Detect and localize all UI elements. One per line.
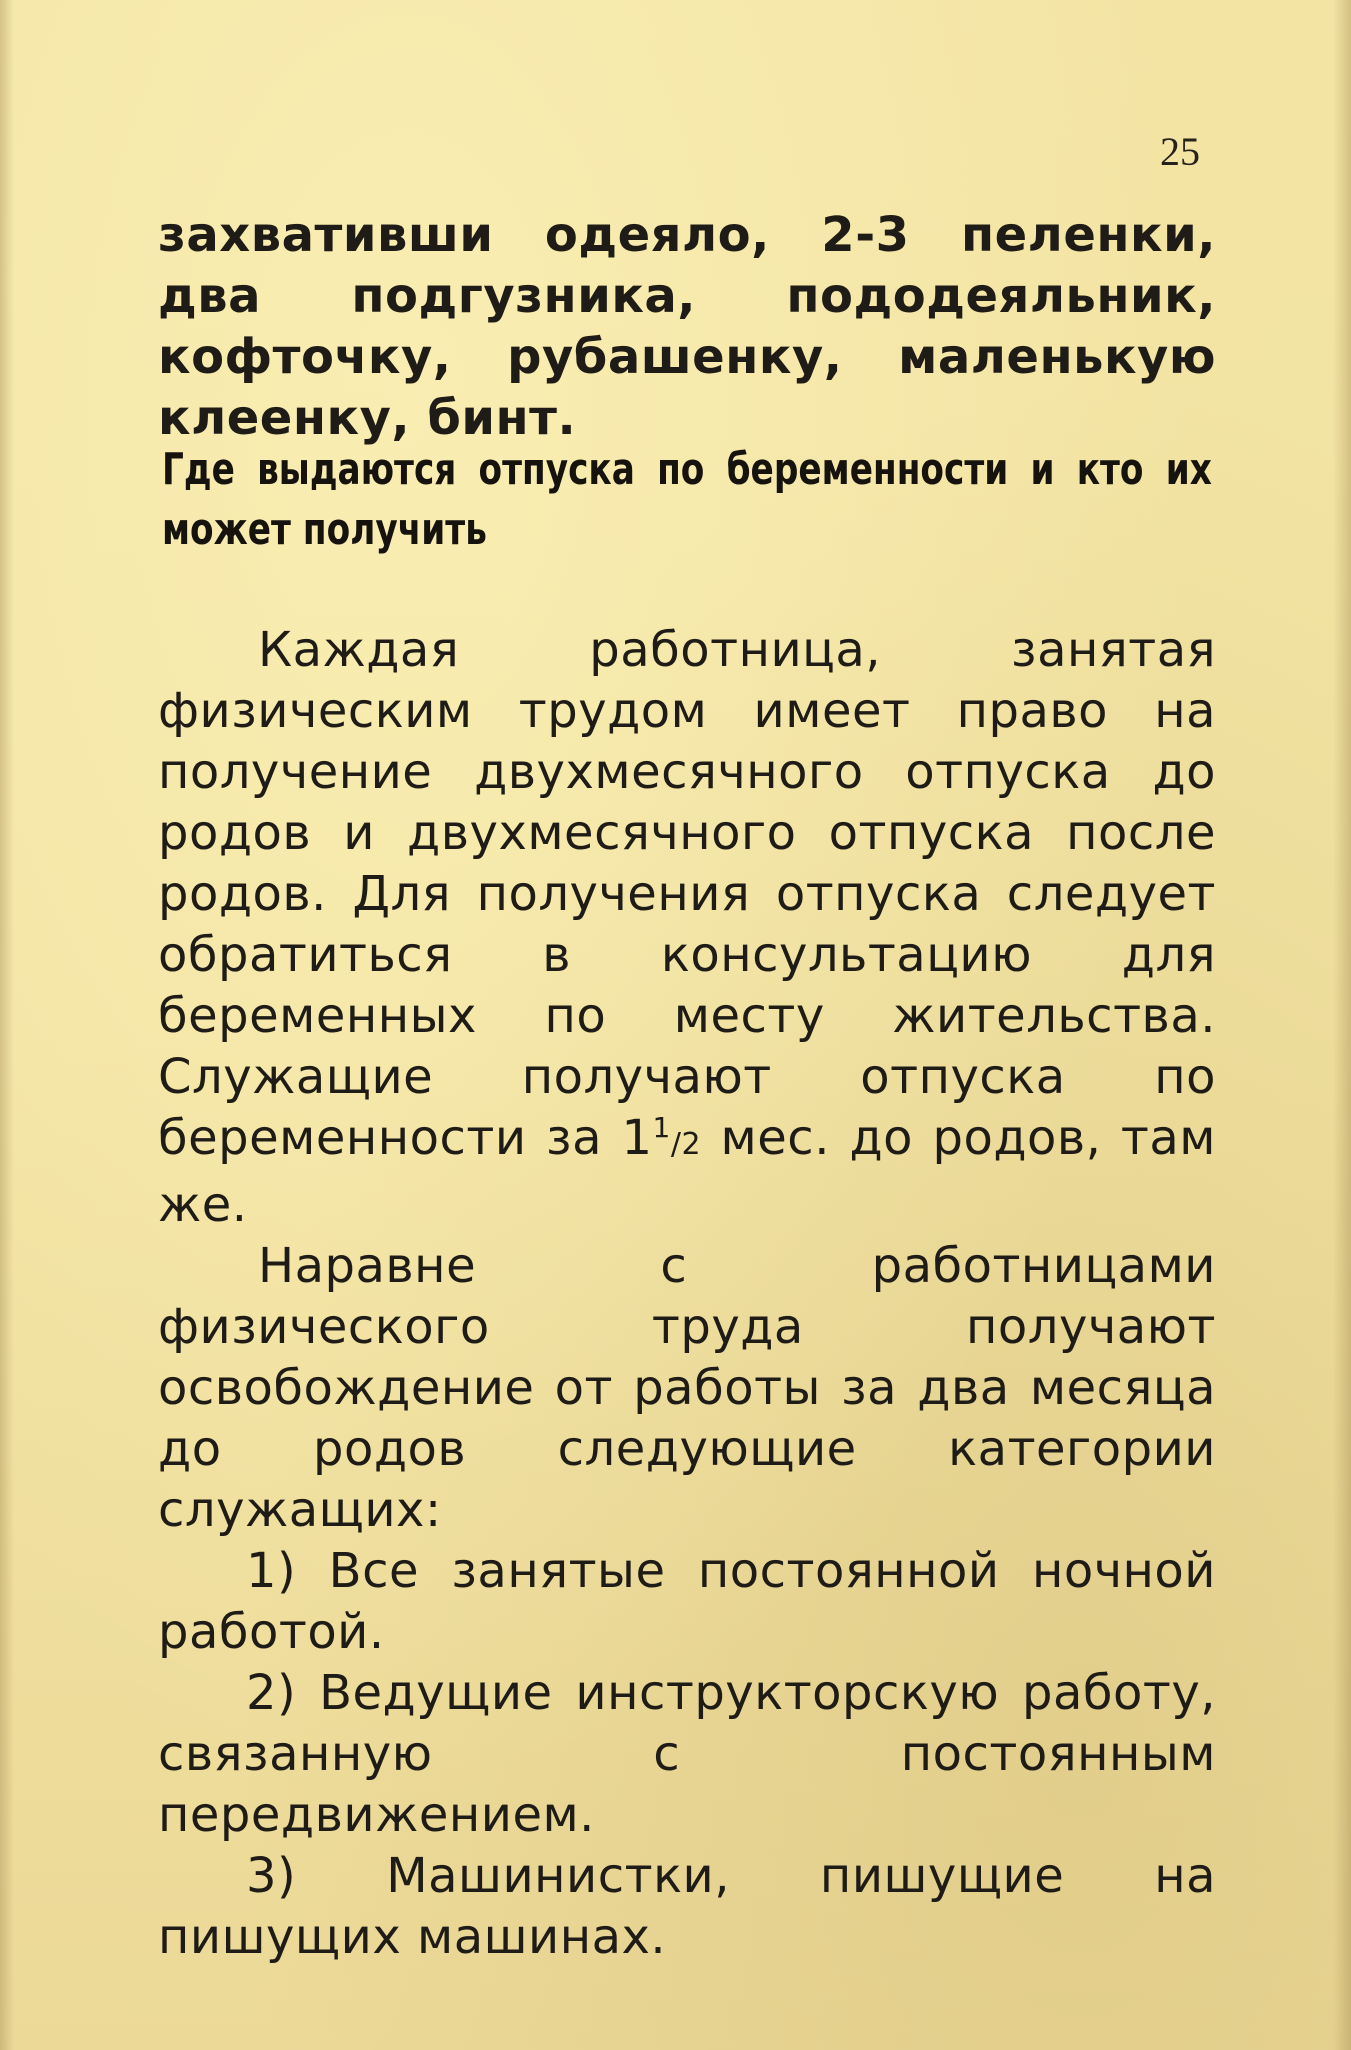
paragraph-categories: Наравне с работницами физического труда получают освобождение от работы за два месяца до родов следующие категории служащих: bbox=[158, 1238, 1216, 1538]
intro-paragraph: захвативши одеяло, 2-3 пеленки, два подгузника, пододеяльник, кофточку, рубашенку, маленькую клеенку, бинт. bbox=[158, 207, 1216, 446]
list-item-typists: 3) Машинистки, пишущие на пишущих машинах. bbox=[158, 1848, 1216, 1965]
page-edge-shadow-left bbox=[0, 0, 14, 2050]
main-text bbox=[158, 620, 1216, 1968]
fraction-denominator: /2 bbox=[670, 1127, 702, 1162]
section-heading: Где выдаются отпуска по беременности и кто их может получить bbox=[162, 444, 1212, 555]
fraction-superscript: 1 bbox=[652, 1111, 671, 1144]
paragraph-maternity-leave bbox=[158, 620, 1216, 1236]
list-item-night-work: 1) Все занятые постоянной ночной работой. bbox=[158, 1543, 1216, 1660]
paragraph-maternity-leave-text: Каждая работница, занятая физическим трудом имеет право на получение двухмесячного отпуска до родов и двухмесячного отпуска после родов. Для получения отпуска следует обратиться в консультацию для беременных по месту жительства. Служащие получают отпуска по беременности за 1 bbox=[158, 622, 1216, 1166]
page-number: 25 bbox=[1160, 129, 1200, 174]
paragraph-maternity-leave-end: мес. до родов, там же. bbox=[158, 1110, 1217, 1233]
list-item-instructors: 2) Ведущие инструкторскую работу, связанную с постоянным передвижением. bbox=[158, 1665, 1216, 1843]
page-edge-shadow-right bbox=[1333, 0, 1351, 2050]
